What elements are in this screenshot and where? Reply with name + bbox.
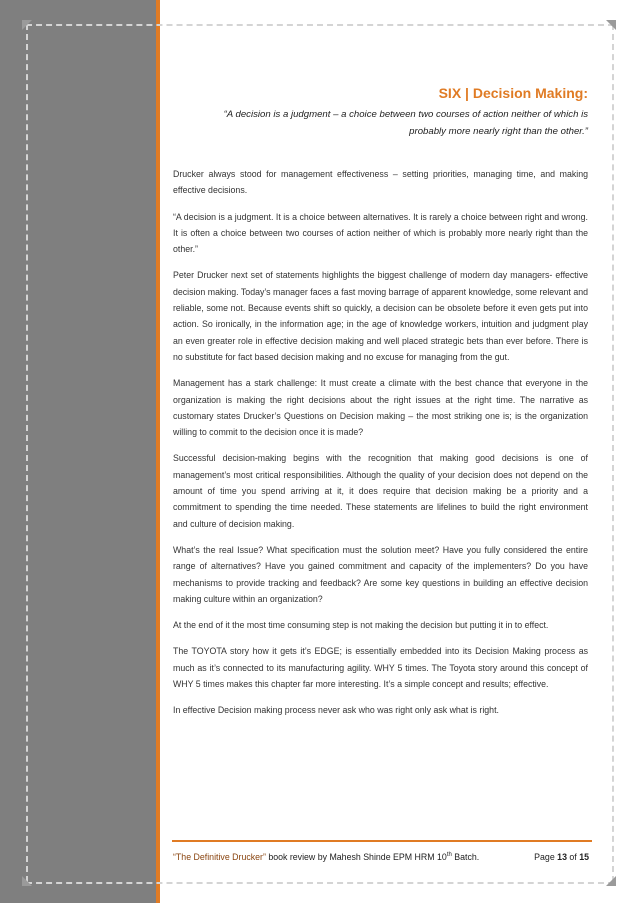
sidebar-band xyxy=(0,0,156,903)
page-number xyxy=(534,850,589,864)
paragraph: Peter Drucker next set of statements highlights the biggest challenge of modern day managers- effective decision making. Today’s manager faces a fast moving barrage of apparent knowledge, some relevant and reliable, some not. Because events shift so quickly, a decision can be obsolete before it even gets put into action. So ironically, in the information age; in the age of knowledge workers, intuition and judgment play an even greater role in effective decision making and well placed strategic bets than ever before. There is no substitute for fact based decision making and no excuse for managing from the gut. xyxy=(173,270,588,362)
footer-batch: Batch. xyxy=(451,852,480,862)
section-heading: SIX | Decision Making: xyxy=(438,85,588,101)
footer-credit xyxy=(173,850,479,864)
footer-superscript: th xyxy=(446,852,452,859)
page-footer xyxy=(173,850,593,866)
page-total: 15 xyxy=(579,852,589,862)
corner-mark-icon xyxy=(606,20,616,30)
page-of: of xyxy=(566,852,580,862)
paragraph: What’s the real Issue? What specification must the solution meet? Have you fully considered the entire range of alternatives? Have you gained commitment and capacity of the implementers? Do you have mechanisms to provide tracking and feedback? Are some key questions in building an effective decision making culture within an organization? xyxy=(173,544,588,604)
footer-rule xyxy=(172,840,592,842)
paragraph: In effective Decision making process never ask who was right only ask what is right. xyxy=(173,705,499,716)
paragraph: Drucker always stood for management effectiveness – setting priorities, managing time, and making effective decisions. xyxy=(173,169,588,196)
page-border-top xyxy=(26,24,614,26)
corner-mark-icon xyxy=(606,876,616,886)
corner-mark-icon xyxy=(22,20,32,30)
footer-review-text: book review by Mahesh Shinde EPM HRM 10 xyxy=(265,852,447,862)
page-border-left xyxy=(26,24,28,882)
section-quote: “A decision is a judgment – a choice between two courses of action neither of which is probably more nearly right than the other.” xyxy=(223,109,588,137)
page-border-bottom xyxy=(26,882,614,884)
paragraph: The TOYOTA story how it gets it’s EDGE; is essentially embedded into its Decision Making process as much as it’s connected to its manufacturing agility. WHY 5 times. The Toyota story around this concept of WHY 5 times makes this chapter far more interesting. It’s a simple concept and results; effective. xyxy=(173,646,588,690)
paragraph: Management has a stark challenge: It must create a climate with the best chance that everyone in the organization is making the right decisions about the right issues at the right time. The narrative as customary states Drucker’s Questions on Decision making – the most striking one is; is the organization willing to commit to the decision once it is made? xyxy=(173,378,588,438)
sidebar-accent-rule xyxy=(156,0,160,903)
page-content xyxy=(173,84,588,729)
paragraph: “A decision is a judgment. It is a choice between alternatives. It is rarely a choice between right and wrong. It is often a choice between two courses of action neither of which is probably more nearly right than the other.” xyxy=(173,211,588,255)
corner-mark-icon xyxy=(22,876,32,886)
paragraph: Successful decision-making begins with the recognition that making good decisions is one of management’s most critical responsibilities. Although the quality of your decision does not depend on the amount of time you spend arriving at it, it does require that decision making be a priority and a commitment to spending the time needed. These statements are lifelines to build the right environment and culture of decision making. xyxy=(173,453,588,529)
page-current: 13 xyxy=(557,852,567,862)
footer-book-title: “The Definitive Drucker” xyxy=(173,852,266,862)
paragraph: At the end of it the most time consuming step is not making the decision but putting it in to effect. xyxy=(173,620,549,631)
page-border-right xyxy=(612,24,614,882)
page-label: Page xyxy=(534,852,558,862)
